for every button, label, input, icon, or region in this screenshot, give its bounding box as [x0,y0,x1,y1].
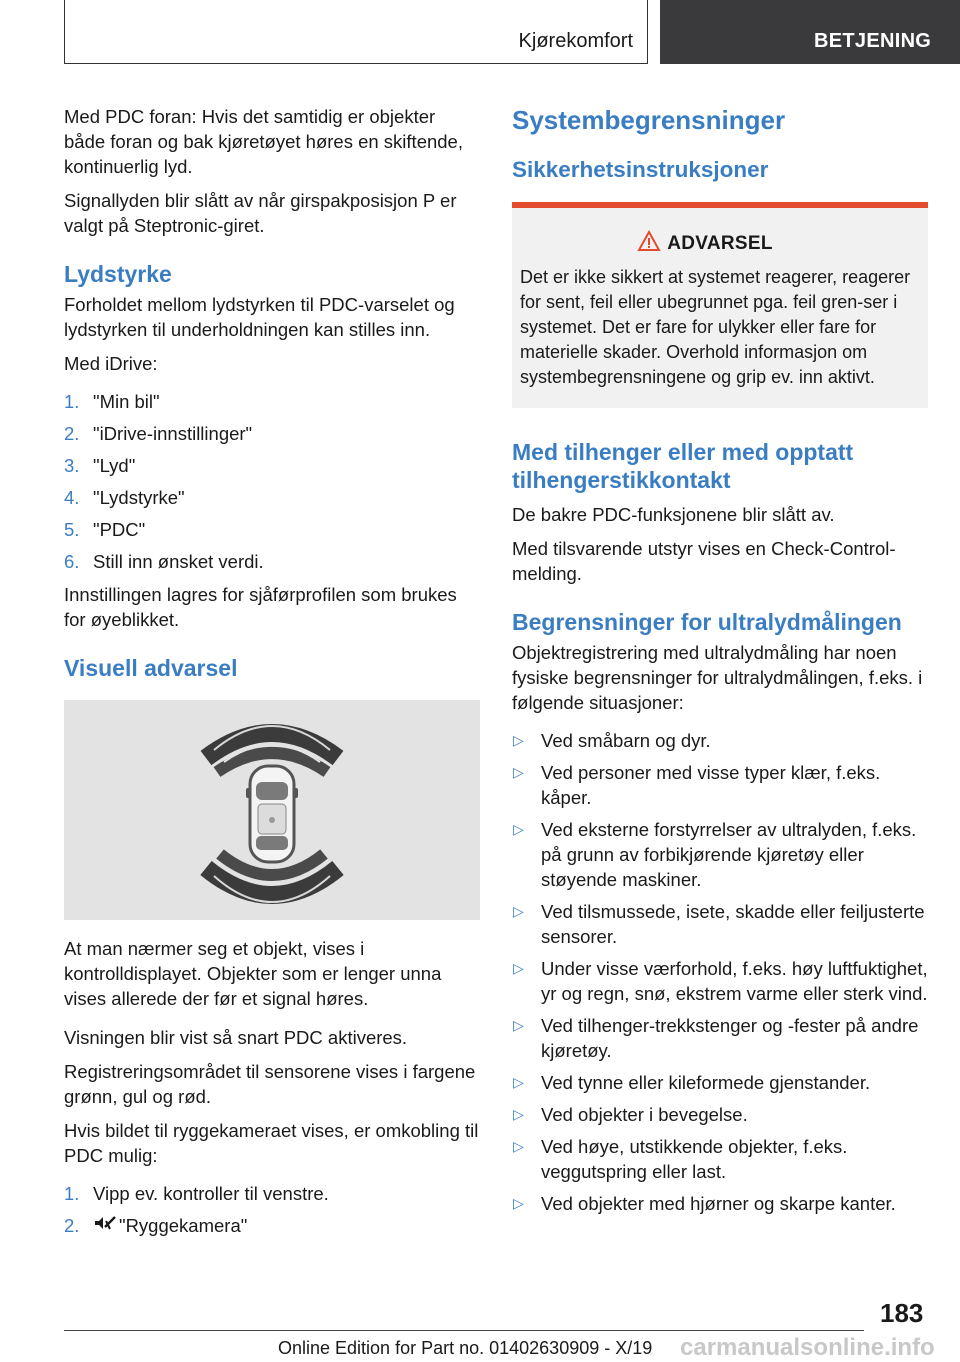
header-section-title: Kjørekomfort [518,30,633,52]
right-column [512,104,928,1223]
paragraph: Innstillingen lagres for sjåførprofilen som brukes for øyeblikket. [64,584,457,630]
paragraph: Visningen blir vist så snart PDC aktiveres. [64,1027,408,1048]
paragraph: Med tilsvarende utstyr vises en Check-Control-melding. [512,538,896,584]
list-item [512,760,928,810]
bullet-triangle-icon: ▷ [513,821,524,837]
bullet-triangle-icon: ▷ [513,1138,524,1154]
steps-list [64,389,480,574]
pdc-display-illustration [64,700,480,920]
step-number: 2. [64,423,80,444]
step-number: 1. [64,391,80,412]
paragraph: Registreringsområdet til sensorene vises i fargene grønn, gul og rød. [64,1061,476,1107]
step-number: 3. [64,455,80,476]
watermark: carmanualsonline.info [680,1334,935,1361]
step-text: "Ryggekamera" [119,1215,248,1236]
paragraph: Hvis bildet til ryggekameraet vises, er omkobling til PDC mulig: [64,1120,479,1166]
paragraph: Objektregistrering med ultralydmåling har noen fysiske begrensninger for ultralydmålingen, f.eks. i følgende situasjoner: [512,642,923,713]
list-item [512,899,928,949]
bullet-triangle-icon: ▷ [513,732,524,748]
step-text: "PDC" [93,519,146,540]
warning-header [490,230,920,257]
list-item [64,549,480,574]
step-text: Still inn ønsket verdi. [93,551,264,572]
left-column [64,104,480,1248]
header-chapter-title: BETJENING [814,30,932,52]
list-item [512,728,928,753]
steps-list-camera [64,1181,480,1241]
step-text: Vipp ev. kontroller til venstre. [93,1183,329,1204]
step-text: "Lyd" [93,455,136,476]
heading-volume: Lydstyrke [64,261,172,287]
footer-divider [64,1330,864,1331]
step-number: 6. [64,551,80,572]
list-item [64,485,480,510]
list-item [64,421,480,446]
page-number: 183 [880,1298,924,1328]
warning-triangle-icon [637,230,667,257]
footer-edition: Online Edition for Part no. 01402630909 - X/19 [278,1338,653,1358]
car-sensor-icon [64,700,480,920]
bullet-triangle-icon: ▷ [513,1017,524,1033]
bullet-triangle-icon: ▷ [513,1106,524,1122]
bullet-text: Ved objekter med hjørner og skarpe kanter. [541,1193,896,1214]
bullet-text: Ved tynne eller kileformede gjenstander. [541,1072,871,1093]
bullet-text: Ved tilsmussede, isete, skadde eller feiljusterte sensorer. [541,901,925,947]
bullet-triangle-icon: ▷ [513,1195,524,1211]
warning-box [512,202,928,408]
bullet-text: Ved personer med visse typer klær, f.eks. kåper. [541,762,881,808]
bullet-text: Ved småbarn og dyr. [541,730,711,751]
heading-safety: Sikkerhetsinstruksjoner [512,157,769,182]
bullet-text: Ved høye, utstikkende objekter, f.eks. veggutspring eller last. [541,1136,848,1182]
warning-title: ADVARSEL [667,232,773,254]
step-number: 2. [64,1215,80,1236]
heading-ultrasound-limits: Begrensninger for ultralydmålingen [512,609,902,635]
list-item [512,1070,928,1095]
step-text: "iDrive-innstillinger" [93,423,253,444]
list-item [512,1102,928,1127]
rear-camera-icon [93,1215,119,1241]
paragraph: Med PDC foran: Hvis det samtidig er objekter både foran og bak kjøretøyet høres en skiftende, kontinuerlig lyd. [64,106,463,177]
list-item [64,517,480,542]
bullet-triangle-icon: ▷ [513,960,524,976]
list-item [512,1013,928,1063]
list-item [512,817,928,892]
bullet-text: Ved eksterne forstyrrelser av ultralyden, f.eks. på grunn av forbikjørende kjøretøy eller støyende maskiner. [541,819,917,890]
bullet-triangle-icon: ▷ [513,764,524,780]
paragraph: Signallyden blir slått av når girspakposisjon P er valgt på Steptronic-giret. [64,190,457,236]
step-text: "Min bil" [93,391,160,412]
bullet-triangle-icon: ▷ [513,1074,524,1090]
list-item [64,1213,480,1241]
list-item [64,453,480,478]
list-item [512,1191,928,1216]
list-item [64,1181,480,1206]
step-number: 1. [64,1183,80,1204]
heading-visual-warning: Visuell advarsel [64,655,238,681]
heading-trailer: Med tilhenger eller med opptatt tilhengerstikkontakt [512,439,854,493]
paragraph: De bakre PDC-funksjonene blir slått av. [512,504,835,525]
warning-text: Det er ikke sikkert at systemet reagerer, reagerer for sent, feil eller ubegrunnet pga. feil gren-ser i systemet. Det er fare for ulykker eller fare for materielle skader. Overhold informasjon om systembegrensningene og grip ev. inn aktivt. [520,267,911,387]
paragraph: Med iDrive: [64,353,158,374]
bullet-text: Ved tilhenger-trekkstenger og -fester på andre kjøretøy. [541,1015,919,1061]
header-section-box [64,0,648,64]
limitations-list [512,728,928,1216]
paragraph: Forholdet mellom lydstyrken til PDC-varselet og lydstyrken til underholdningen kan stilles inn. [64,294,455,340]
bullet-triangle-icon: ▷ [513,903,524,919]
list-item [512,956,928,1006]
heading-system-limits: Systembegrensninger [512,105,786,135]
step-number: 5. [64,519,80,540]
bullet-text: Under visse værforhold, f.eks. høy luftfuktighet, yr og regn, snø, ekstrem varme eller sterk vind. [541,958,928,1004]
step-text: "Lydstyrke" [93,487,185,508]
list-item [64,389,480,414]
list-item [512,1134,928,1184]
step-number: 4. [64,487,80,508]
header-chapter-box [660,0,960,64]
bullet-text: Ved objekter i bevegelse. [541,1104,748,1125]
paragraph: At man nærmer seg et objekt, vises i kontrolldisplayet. Objekter som er lenger unna vises allerede der før et signal høres. [64,938,442,1009]
